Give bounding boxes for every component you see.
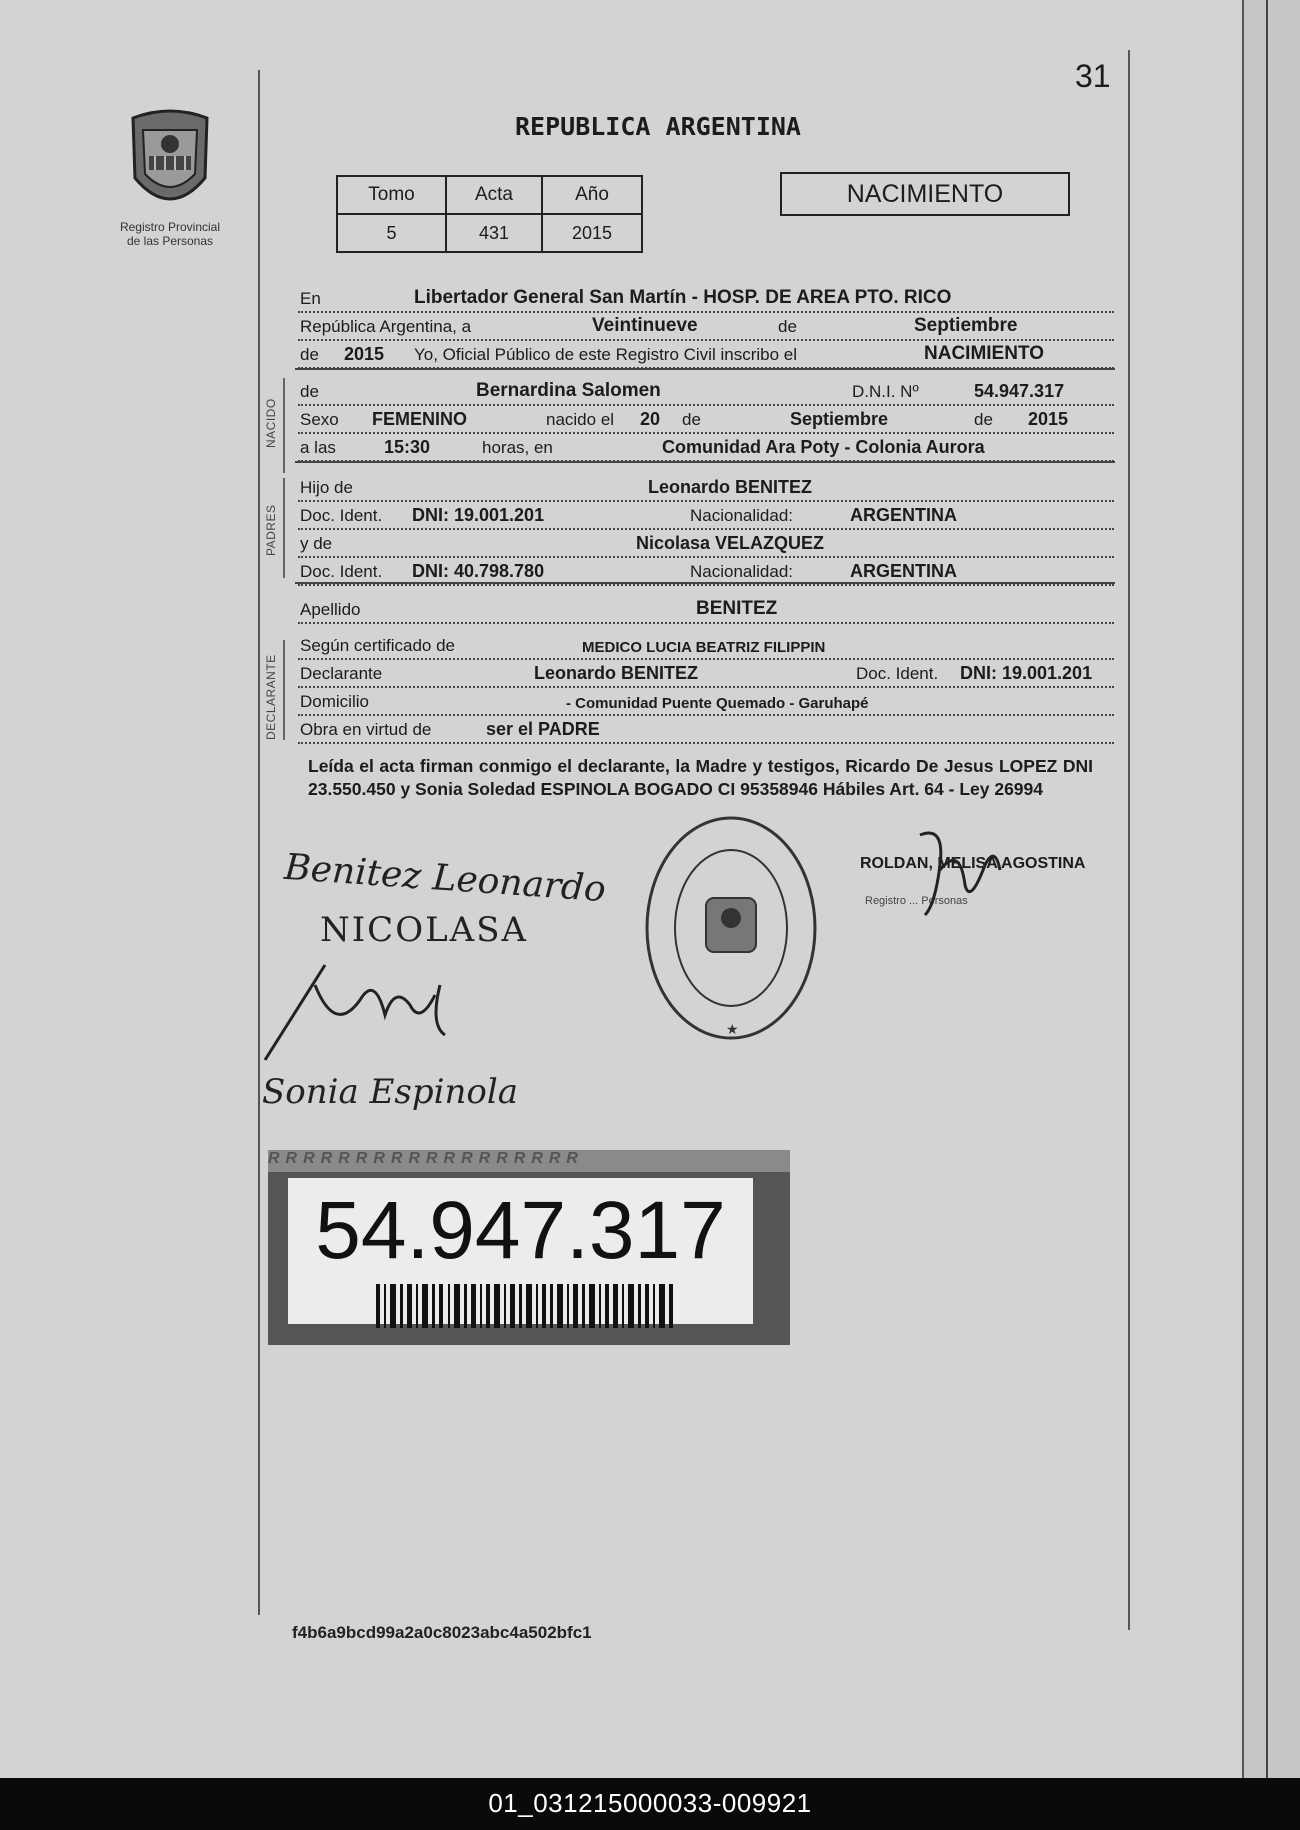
signature-mother-name: NICOLASA bbox=[320, 910, 529, 950]
signature-scribble-icon bbox=[255, 945, 475, 1065]
section-label-declarante: DECLARANTE bbox=[264, 654, 278, 740]
value-sexo: FEMENINO bbox=[372, 409, 468, 429]
section-bar-padres bbox=[283, 478, 285, 578]
label-sexo: Sexo bbox=[300, 410, 339, 429]
right-margin-line bbox=[1128, 50, 1130, 1630]
label-hijo-de: Hijo de bbox=[300, 478, 353, 497]
label-de-child: de bbox=[300, 382, 319, 401]
signature-witness: Sonia Espinola bbox=[262, 1072, 519, 1112]
divider bbox=[295, 368, 1115, 370]
id-label-sticker bbox=[268, 1150, 790, 1345]
section-label-padres: PADRES bbox=[264, 504, 278, 556]
label-inscribo: Yo, Oficial Público de este Registro Civil inscribo el bbox=[414, 345, 797, 364]
registry-header-acta: Acta bbox=[446, 176, 542, 214]
label-apellido: Apellido bbox=[300, 600, 361, 619]
value-place: Libertador General San Martín - HOSP. DE AREA PTO. RICO bbox=[414, 287, 952, 308]
value-birth-day: 20 bbox=[640, 409, 661, 429]
divider bbox=[295, 582, 1115, 584]
emblem-caption-1: Registro Provincial bbox=[119, 220, 221, 234]
document-hash: f4b6a9bcd99a2a0c8023abc4a502bfc1 bbox=[292, 1623, 592, 1642]
registry-value-ano: 2015 bbox=[542, 214, 642, 252]
value-father-name: Leonardo BENITEZ bbox=[648, 477, 813, 497]
label-de-year: de bbox=[300, 345, 319, 364]
label-horas: horas, en bbox=[482, 438, 553, 457]
label-nac-mother: Nacionalidad: bbox=[690, 562, 794, 581]
label-republica: República Argentina, a bbox=[300, 317, 472, 336]
value-month: Septiembre bbox=[914, 315, 1018, 336]
section-label-nacido: NACIDO bbox=[264, 398, 278, 448]
registry-header-tomo: Tomo bbox=[337, 176, 446, 214]
official-seal-icon bbox=[640, 810, 822, 1046]
label-nac-father: Nacionalidad: bbox=[690, 506, 794, 525]
label-id-number: 54.947.317 bbox=[315, 1185, 726, 1276]
section-bar-declarante bbox=[283, 640, 285, 740]
divider bbox=[295, 461, 1115, 463]
scan-footer-id: 01_031215000033-009921 bbox=[0, 1778, 1300, 1830]
label-certificado: Según certificado de bbox=[300, 636, 455, 655]
registry-header-ano: Año bbox=[542, 176, 642, 214]
value-mother-name: Nicolasa VELAZQUEZ bbox=[636, 533, 825, 553]
value-birth-month: Septiembre bbox=[790, 409, 889, 429]
registry-value-acta: 431 bbox=[446, 214, 542, 252]
value-child-name: Bernardina Salomen bbox=[476, 380, 661, 401]
value-obra: ser el PADRE bbox=[486, 719, 600, 739]
emblem-icon bbox=[125, 108, 215, 220]
svg-text:★: ★ bbox=[726, 1021, 739, 1037]
document-type-box: NACIMIENTO bbox=[780, 172, 1070, 216]
value-day-words: Veintinueve bbox=[592, 315, 698, 336]
label-doc-mother: Doc. Ident. bbox=[300, 562, 383, 581]
row-time-place bbox=[298, 434, 1114, 462]
row-sex-birth bbox=[298, 406, 1114, 434]
closing-statement: Leída el acta firman conmigo el declarante, la Madre y testigos, Ricardo De Jesus LOPEZ DNI 23.550.450 y Sonia Soledad ESPINOLA BOGADO CI 95358946 Hábiles Art. 64 - Ley 26994 bbox=[308, 756, 1093, 799]
provincial-emblem bbox=[110, 108, 230, 248]
document-title: REPUBLICA ARGENTINA bbox=[515, 112, 801, 141]
value-child-dni: 54.947.317 bbox=[974, 381, 1065, 401]
row-father bbox=[298, 474, 1114, 502]
value-mother-doc: DNI: 40.798.780 bbox=[412, 561, 545, 581]
value-certificado: MEDICO LUCIA BEATRIZ FILIPPIN bbox=[582, 639, 826, 656]
value-year: 2015 bbox=[344, 344, 385, 364]
label-de-birth2: de bbox=[974, 410, 993, 429]
label-en: En bbox=[300, 289, 321, 308]
row-certificado bbox=[298, 632, 1114, 660]
value-time: 15:30 bbox=[384, 437, 431, 457]
value-birth-place: Comunidad Ara Poty - Colonia Aurora bbox=[662, 437, 985, 457]
page-number: 31 bbox=[1075, 58, 1111, 94]
barcode-icon bbox=[376, 1284, 676, 1328]
label-de: de bbox=[778, 317, 797, 336]
official-title: Registro ... Personas bbox=[865, 895, 968, 907]
value-domicilio: - Comunidad Puente Quemado - Garuhapé bbox=[566, 695, 869, 712]
page-edge bbox=[1242, 0, 1300, 1778]
value-mother-nat: ARGENTINA bbox=[850, 561, 957, 581]
value-declarante-doc: DNI: 19.001.201 bbox=[960, 663, 1093, 683]
label-nacido: nacido el bbox=[546, 410, 615, 429]
section-bar-nacido bbox=[283, 378, 285, 473]
row-father-doc bbox=[298, 502, 1114, 530]
signature-father: Benitez Leonardo bbox=[282, 846, 608, 911]
label-de-birth: de bbox=[682, 410, 701, 429]
row-child-name bbox=[298, 378, 1114, 406]
value-apellido: BENITEZ bbox=[696, 598, 778, 619]
label-dni: D.N.I. Nº bbox=[852, 382, 919, 401]
value-birth-year: 2015 bbox=[1028, 409, 1069, 429]
left-margin-line bbox=[258, 70, 260, 1615]
label-white-area bbox=[288, 1178, 753, 1324]
value-father-nat: ARGENTINA bbox=[850, 505, 957, 525]
label-y-de: y de bbox=[300, 534, 333, 553]
row-inscribo bbox=[298, 341, 1114, 369]
row-date bbox=[298, 313, 1114, 341]
label-alas: a las bbox=[300, 438, 336, 457]
registry-value-tomo: 5 bbox=[337, 214, 446, 252]
official-signature-icon bbox=[905, 825, 1005, 920]
row-apellido bbox=[298, 596, 1114, 624]
row-domicilio bbox=[298, 688, 1114, 716]
row-obra bbox=[298, 716, 1114, 744]
row-place bbox=[298, 285, 1114, 313]
label-obra: Obra en virtud de bbox=[300, 720, 432, 739]
value-inscribo: NACIMIENTO bbox=[924, 343, 1044, 364]
label-declarante: Declarante bbox=[300, 664, 383, 683]
label-doc-father: Doc. Ident. bbox=[300, 506, 383, 525]
emblem-caption-2: de las Personas bbox=[126, 234, 214, 248]
label-doc-decl: Doc. Ident. bbox=[856, 664, 939, 683]
label-domicilio: Domicilio bbox=[300, 692, 369, 711]
row-mother bbox=[298, 530, 1114, 558]
row-declarante bbox=[298, 660, 1114, 688]
value-father-doc: DNI: 19.001.201 bbox=[412, 505, 545, 525]
registry-table bbox=[336, 175, 643, 253]
official-name: ROLDAN, MELISA AGOSTINA bbox=[860, 855, 1086, 872]
label-pattern-strip: RRRRRRRRRRRRRRRRRR bbox=[268, 1150, 790, 1172]
value-declarante-name: Leonardo BENITEZ bbox=[534, 663, 699, 683]
